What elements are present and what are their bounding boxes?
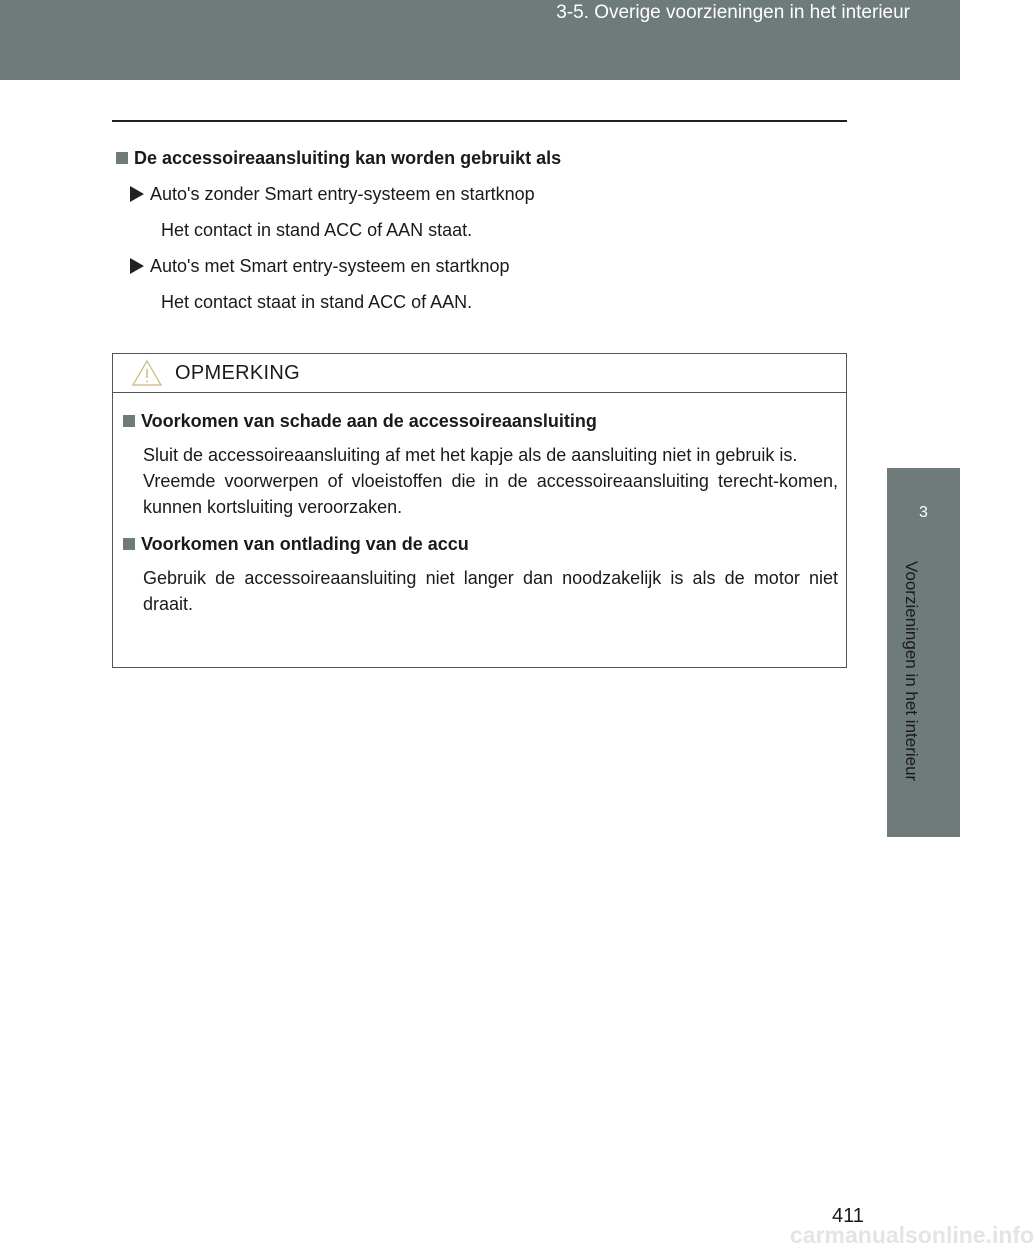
notice-header bbox=[113, 354, 846, 393]
notice-box bbox=[112, 353, 847, 668]
notice-item-text: Sluit de accessoireaansluiting af met het kapje als de aansluiting niet in gebruik is. Vreemde voorwerpen of vloeistoffen die in de accessoireaansluiting terecht-komen, kunnen kortsluiting veroorzaken. bbox=[143, 445, 838, 517]
section-heading-text: De accessoireaansluiting kan worden gebruikt als bbox=[134, 148, 562, 168]
notice-item-heading: Voorkomen van schade aan de accessoireaansluiting bbox=[121, 409, 838, 433]
side-tab-number: 3 bbox=[919, 504, 928, 521]
triangle-arrow-icon bbox=[130, 186, 144, 202]
section-heading bbox=[112, 146, 847, 170]
page-number: 411 bbox=[832, 1205, 864, 1227]
triangle-arrow-icon bbox=[130, 258, 144, 274]
square-bullet-icon bbox=[123, 538, 135, 550]
usage-section bbox=[112, 146, 847, 314]
warning-triangle-icon bbox=[131, 359, 163, 387]
side-tab bbox=[887, 468, 960, 837]
notice-item-heading: Voorkomen van ontlading van de accu bbox=[121, 532, 838, 556]
header-band bbox=[0, 0, 960, 80]
chapter-title: 3-5. Overige voorzieningen in het interieur bbox=[556, 2, 910, 23]
condition-label: Auto's met Smart entry-systeem en startknop bbox=[150, 256, 510, 276]
condition-text: Het contact staat in stand ACC of AAN. bbox=[161, 292, 473, 312]
side-tab-label: Voorzieningen in het interieur bbox=[902, 561, 921, 782]
condition-item bbox=[112, 254, 847, 278]
notice-item-text: Gebruik de accessoireaansluiting niet langer dan noodzakelijk is als de motor niet draait. bbox=[143, 568, 838, 614]
condition-label: Auto's zonder Smart entry-systeem en startknop bbox=[150, 184, 535, 204]
top-divider bbox=[112, 120, 847, 122]
square-bullet-icon bbox=[116, 152, 128, 164]
condition-item bbox=[112, 182, 847, 206]
condition-text: Het contact in stand ACC of AAN staat. bbox=[161, 220, 473, 240]
watermark: carmanualsonline.info bbox=[790, 1222, 1034, 1248]
notice-title: OPMERKING bbox=[175, 361, 300, 384]
square-bullet-icon bbox=[123, 415, 135, 427]
notice-body bbox=[113, 393, 846, 617]
